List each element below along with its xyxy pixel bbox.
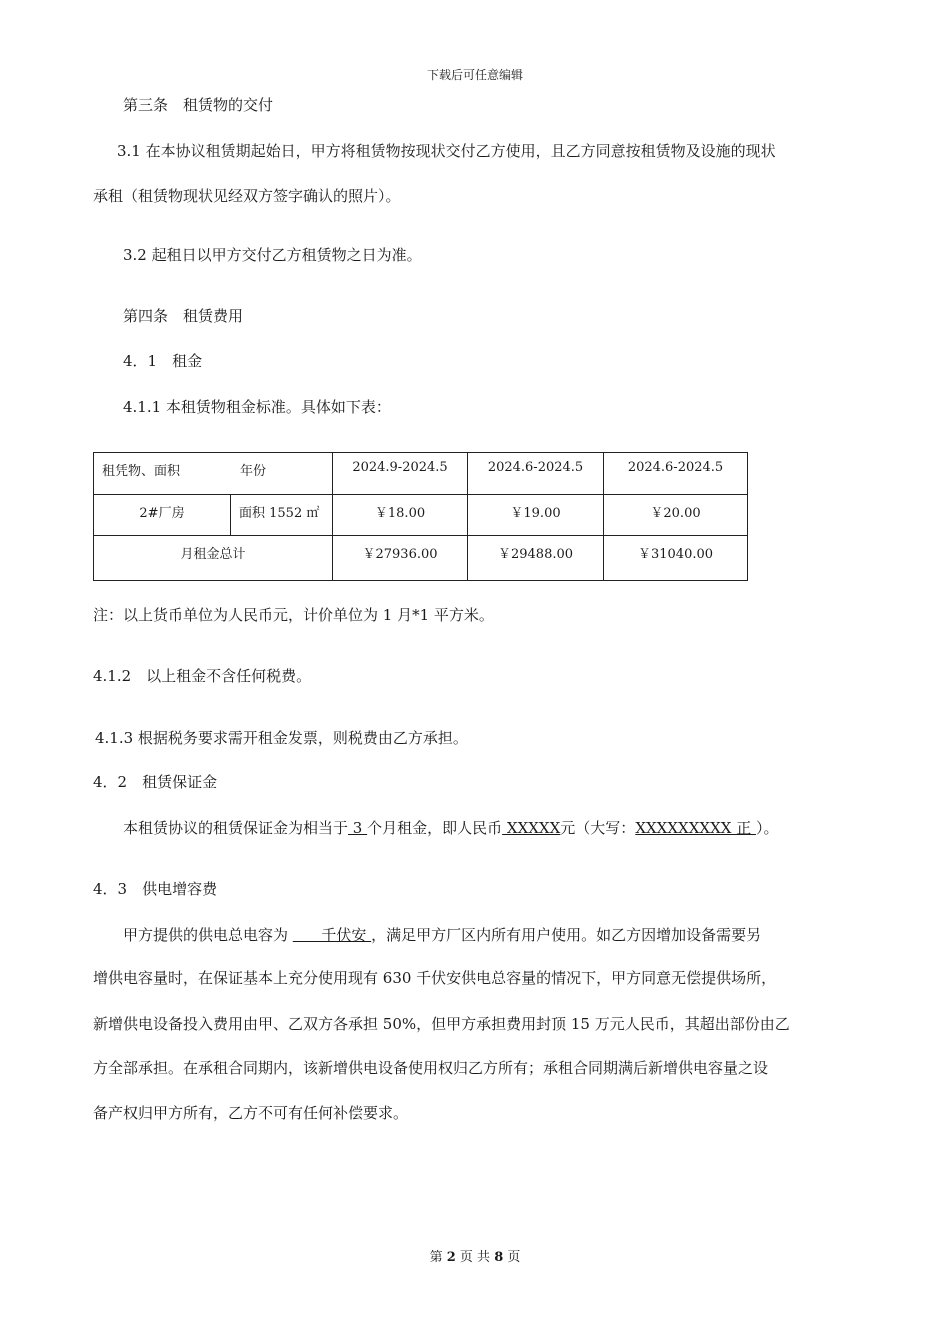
- total-cell: [468, 536, 604, 581]
- deposit-text: 元（大写：: [560, 819, 636, 837]
- current-page-number: 2: [446, 1250, 456, 1265]
- total-cell: [604, 536, 748, 581]
- price-3: ￥20.00: [650, 506, 701, 521]
- clause-3-1-line-2: 承租（租赁物现状见经双方签字确认的照片）。: [93, 187, 401, 205]
- section-3-title: 第三条 租赁物的交付: [123, 96, 274, 114]
- period-1: 2024.9-2024.5: [352, 460, 448, 475]
- footer-text: 页: [503, 1250, 521, 1265]
- power-line-5: 备产权归甲方所有，乙方不可有任何补偿要求。: [93, 1104, 409, 1122]
- rent-table: [93, 452, 748, 581]
- clause-3-2: 3.2 起租日以甲方交付乙方租赁物之日为准。: [123, 246, 422, 264]
- clause-4-3: 4．3 供电增容费: [93, 880, 218, 898]
- period-3: 2024.6-2024.5: [627, 460, 724, 475]
- property-name: 2#厂房: [139, 506, 185, 521]
- table-header-period: [604, 453, 748, 495]
- deposit-amount-upper: XXXXXXXXX 正: [635, 819, 756, 837]
- table-header-item-cell: [94, 453, 333, 495]
- table-row: [94, 495, 748, 536]
- section-4-title: 第四条 租赁费用: [123, 307, 244, 325]
- period-2: 2024.6-2024.5: [487, 460, 584, 475]
- total-cell: [333, 536, 468, 581]
- clause-3-1-line-1: 3.1 在本协议租赁期起始日，甲方将租赁物按现状交付乙方使用，且乙方同意按租赁物及设施的现状: [117, 142, 776, 160]
- power-line-3: 新增供电设备投入费用由甲、乙双方各承担 50%，但甲方承担费用封顶 15 万元人民币，其超出部份由乙: [93, 1015, 790, 1033]
- footer-text: 页 共: [455, 1250, 495, 1265]
- table-header-year: 年份: [240, 464, 267, 479]
- monthly-total-label: 月租金总计: [180, 547, 246, 562]
- clause-4-1-2: 4.1.2 以上租金不含任何税费。: [93, 667, 312, 685]
- clause-4-1: 4．1 租金: [123, 352, 203, 370]
- power-text: 甲方提供的供电总电容为: [123, 926, 293, 944]
- total-1: ￥27936.00: [362, 547, 438, 562]
- price-cell: [604, 495, 748, 536]
- table-header-period: [468, 453, 604, 495]
- property-area: 面积 1552 ㎡: [239, 506, 320, 521]
- total-3: ￥31040.00: [637, 547, 714, 562]
- power-line-1: [123, 925, 761, 945]
- deposit-amount: XXXXX: [502, 819, 561, 837]
- price-1: ￥18.00: [374, 506, 426, 521]
- power-line-4: 方全部承担。在承租合同期内，该新增供电设备使用权归乙方所有；承租合同期满后新增供电容量之设: [93, 1059, 769, 1077]
- deposit-paragraph: [123, 818, 778, 838]
- clause-4-1-3: 4.1.3 根据税务要求需开租金发票，则税费由乙方承担。: [95, 729, 468, 747]
- table-row: [94, 536, 748, 581]
- footer-text: 第: [429, 1250, 447, 1265]
- page-header: 下载后可任意编辑: [426, 68, 523, 82]
- total-2: ￥29488.00: [497, 547, 574, 562]
- total-label-cell: [94, 536, 333, 581]
- table-header-item: 租凭物、面积: [102, 464, 181, 479]
- deposit-text: 本租赁协议的租赁保证金为相当于: [123, 819, 349, 837]
- power-line-2: 增供电容量时，在保证基本上充分使用现有 630 千伏安供电总容量的情况下，甲方同意无偿提供场所，: [93, 969, 777, 987]
- price-2: ￥19.00: [510, 506, 561, 521]
- clause-4-2: 4．2 租赁保证金: [93, 773, 218, 791]
- deposit-text: ）。: [755, 819, 779, 837]
- table-header-row: [94, 453, 748, 495]
- total-page-number: 8: [494, 1250, 504, 1265]
- currency-note: 注：以上货币单位为人民币元，计价单位为 1 月*1 平方米。: [93, 606, 494, 624]
- clause-4-1-1: 4.1.1 本租赁物租金标准。具体如下表：: [123, 398, 391, 416]
- price-cell: [333, 495, 468, 536]
- deposit-text: 个月租金，即人民币: [367, 819, 503, 837]
- page-footer: [0, 1246, 950, 1265]
- table-header-period: [333, 453, 468, 495]
- power-capacity-blank: 千伏安: [292, 926, 372, 944]
- property-area-cell: [231, 495, 333, 536]
- price-cell: [468, 495, 604, 536]
- property-name-cell: [94, 495, 231, 536]
- power-text: ，满足甲方厂区内所有用户使用。如乙方因增加设备需要另: [371, 926, 762, 944]
- deposit-months: 3: [348, 819, 368, 837]
